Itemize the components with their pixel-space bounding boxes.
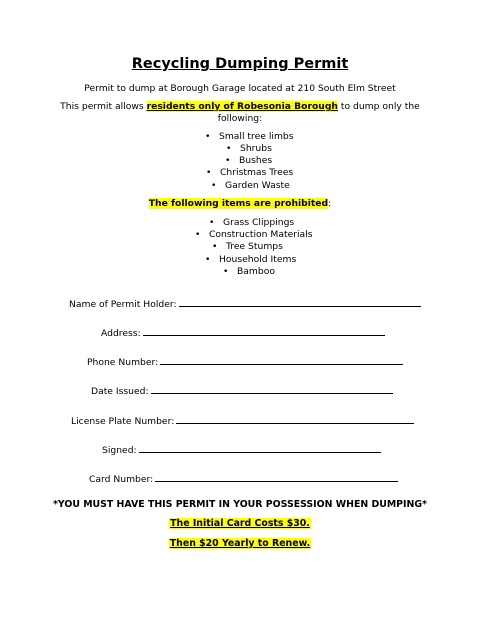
permit-holder-field[interactable]: [69, 296, 421, 310]
prohibited-colon: :: [328, 198, 332, 209]
list-item-label: Bamboo: [237, 266, 275, 277]
bullet-icon: •: [195, 229, 201, 240]
permit-holder-line[interactable]: [179, 296, 421, 307]
initial-cost-line: [0, 518, 480, 529]
permit-scope-prefix: This permit allows: [60, 101, 147, 112]
bullet-icon: •: [209, 217, 215, 228]
list-item: [209, 217, 294, 229]
address-line[interactable]: [143, 325, 385, 336]
location-subtitle: Permit to dump at Borough Garage located at 210 South Elm Street: [84, 83, 396, 94]
list-item-label: Bushes: [239, 155, 273, 166]
phone-number-line[interactable]: [160, 354, 403, 365]
residents-highlight: residents only of Robesonia Borough: [146, 101, 338, 112]
list-item-label: Garden Waste: [225, 180, 290, 191]
prohibited-heading: [0, 198, 480, 209]
card-number-line[interactable]: [155, 471, 398, 482]
field-label: Date Issued:: [91, 386, 149, 397]
bullet-icon: •: [206, 167, 212, 178]
possession-notice: *YOU MUST HAVE THIS PERMIT IN YOUR POSSESSION WHEN DUMPING*: [53, 499, 427, 510]
list-item-label: Tree Stumps: [226, 241, 283, 252]
list-item-label: Grass Clippings: [223, 217, 295, 228]
list-item-label: Construction Materials: [209, 229, 313, 240]
list-item: [223, 266, 275, 278]
list-item-label: Small tree limbs: [219, 131, 294, 142]
initial-cost: The Initial Card Costs $30.: [170, 518, 310, 529]
renewal-cost: Then $20 Yearly to Renew.: [169, 538, 311, 549]
signed-field[interactable]: [102, 442, 381, 456]
list-item-label: Christmas Trees: [220, 167, 294, 178]
bullet-icon: •: [226, 143, 232, 154]
permit-scope-suffix: to dump only the: [337, 101, 420, 112]
renewal-cost-line: [0, 538, 480, 549]
bullet-icon: •: [223, 266, 229, 277]
bullet-icon: •: [205, 131, 211, 142]
list-item-label: Household Items: [219, 254, 297, 265]
permit-scope-line-2: following:: [217, 113, 263, 124]
field-label: Phone Number:: [87, 357, 159, 368]
field-label: Card Number:: [89, 474, 154, 485]
field-label: License Plate Number:: [71, 416, 175, 427]
date-issued-field[interactable]: [91, 383, 393, 397]
page-title: Recycling Dumping Permit: [131, 56, 349, 72]
field-label: Name of Permit Holder:: [69, 299, 177, 310]
field-label: Signed:: [102, 445, 137, 456]
list-item-label: Shrubs: [240, 143, 272, 154]
prohibited-heading-text: The following items are prohibited: [148, 198, 329, 209]
bullet-icon: •: [212, 241, 218, 252]
list-item: [226, 143, 272, 155]
card-number-field[interactable]: [89, 471, 398, 485]
bullet-icon: •: [225, 155, 231, 166]
signature-line[interactable]: [139, 442, 381, 453]
list-item: [205, 254, 296, 266]
license-plate-line[interactable]: [176, 413, 414, 424]
list-item: [225, 155, 272, 167]
list-item: [205, 131, 294, 143]
list-item: [195, 229, 313, 241]
field-label: Address:: [101, 328, 141, 339]
list-item: [206, 167, 293, 179]
phone-number-field[interactable]: [87, 354, 403, 368]
address-field[interactable]: [101, 325, 385, 339]
list-item: [211, 180, 290, 192]
permit-scope-line: [0, 101, 480, 112]
date-issued-line[interactable]: [151, 383, 393, 394]
list-item: [212, 241, 283, 253]
bullet-icon: •: [211, 180, 217, 191]
bullet-icon: •: [205, 254, 211, 265]
license-plate-field[interactable]: [71, 413, 414, 427]
